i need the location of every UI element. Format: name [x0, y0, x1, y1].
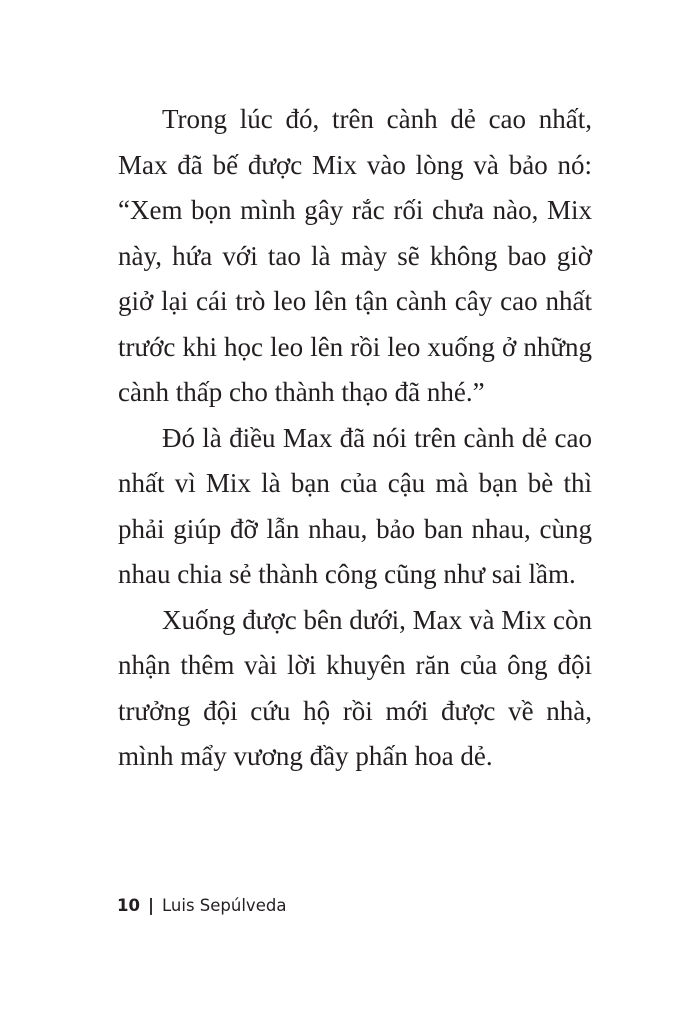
paragraph-3: Xuống được bên dưới, Max và Mix còn nhận thêm vài lời khuyên răn của ông đội trưởng đội cứu hộ rồi mới được về nhà, mình mẩy vương đầy phấn hoa dẻ. — [118, 604, 592, 771]
author-name: Luis Sepúlveda — [162, 896, 287, 915]
page-number: 10 — [117, 896, 140, 915]
footer-separator: | — [147, 896, 154, 915]
paragraph-1: Trong lúc đó, trên cành dẻ cao nhất, Max đã bế được Mix vào lòng và bảo nó: “Xem bọn mình gây rắc rối chưa nào, Mix này, hứa với tao là mày sẽ không bao giờ giở lại cái trò leo lên tận cành cây cao nhất trước khi học leo lên rồi leo xuống ở những cành thấp cho thành thạo đã nhé.” — [118, 104, 592, 407]
paragraph-2: Đó là điều Max đã nói trên cành dẻ cao nhất vì Mix là bạn của cậu mà bạn bè thì phải giúp đỡ lẫn nhau, bảo ban nhau, cùng nhau chia sẻ thành công cũng như sai lầm. — [118, 422, 592, 589]
page-footer — [117, 896, 286, 915]
body-text — [118, 97, 592, 780]
